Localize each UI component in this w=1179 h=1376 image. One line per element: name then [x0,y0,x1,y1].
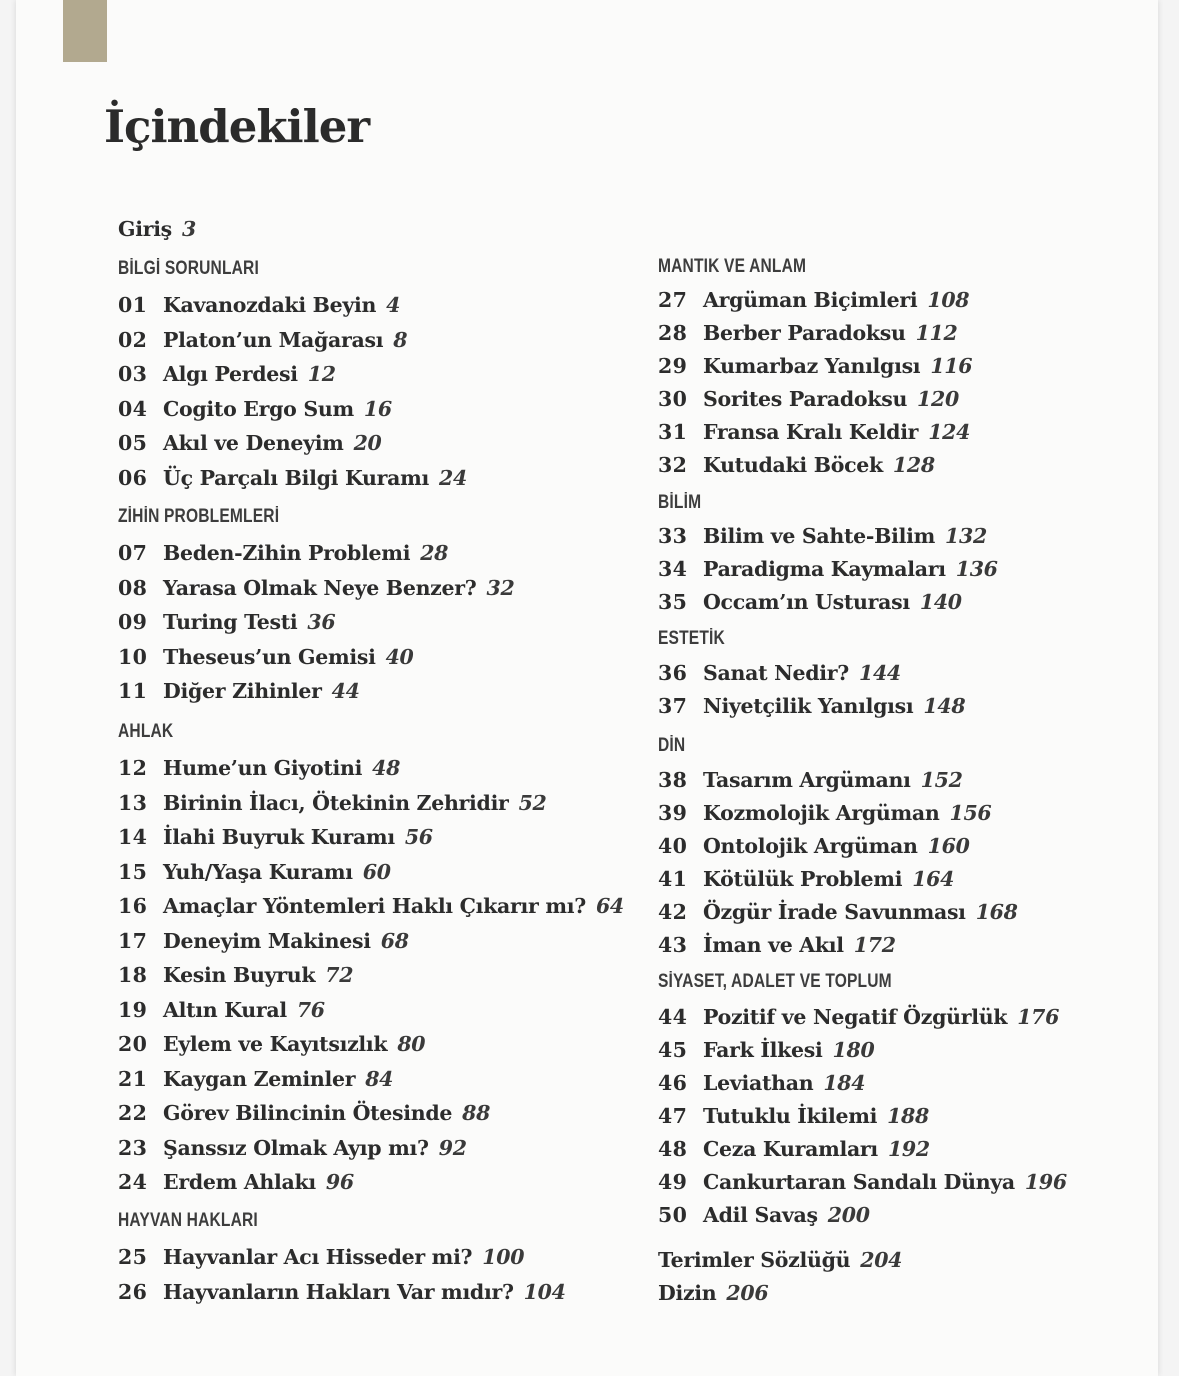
entry-number: 22 [118,1101,148,1125]
entry-title: Kavanozdaki Beyin [163,293,377,317]
entry-title: Kozmolojik Argüman [703,801,940,825]
entry-number: 29 [658,354,688,378]
page-title: İçindekiler [104,100,370,153]
section-heading: ZİHİN PROBLEMLERİ [118,506,280,527]
entry-title: Fark İlkesi [703,1038,823,1062]
toc-entry [658,1071,865,1095]
entry-title: Akıl ve Deneyim [163,431,344,455]
entry-page-number: 200 [827,1203,870,1227]
toc-entry [118,1245,524,1269]
entry-page-number: 104 [523,1279,566,1304]
back-matter-entry [658,1248,902,1272]
entry-number: 33 [658,524,688,548]
entry-title: Hayvanların Hakları Var mıdır? [163,1279,514,1304]
entry-title: Şanssız Olmak Ayıp mı? [163,1135,429,1160]
entry-title: Leviathan [703,1071,814,1095]
section-heading: DİN [658,735,686,756]
toc-entry [658,354,972,378]
entry-number: 46 [658,1071,688,1095]
toc-entry [658,1005,1059,1029]
entry-number: 05 [118,431,148,455]
entry-number: 30 [658,387,688,411]
entry-number: 19 [118,997,148,1022]
toc-entry [658,1137,930,1161]
back-matter-entry [658,1281,768,1305]
toc-entry [118,541,448,565]
toc-entry [658,524,987,548]
entry-title: Adil Savaş [703,1203,818,1227]
entry-page-number: 116 [930,354,973,378]
toc-entry [118,679,360,703]
toc-entry [118,929,409,953]
toc-entry [118,791,547,815]
entry-number: 26 [118,1279,148,1304]
toc-entry [658,321,957,345]
entry-page-number: 20 [353,431,382,455]
entry-number: 43 [658,933,688,957]
entry-page-number: 144 [859,661,901,685]
entry-title: Pozitif ve Negatif Özgürlük [703,1005,1008,1029]
entry-title: Kesin Buyruk [163,963,316,987]
entry-page-number: 180 [832,1038,875,1062]
entry-page-number: 172 [853,933,896,957]
toc-entry [118,894,624,918]
toc-entry [118,431,382,455]
toc-entry [118,610,335,634]
entry-page-number: 52 [518,790,547,815]
entry-page-number: 88 [462,1101,491,1125]
entry-page-number: 56 [404,825,433,849]
entry-page-number: 60 [362,859,391,884]
toc-entry [658,933,896,957]
entry-number: 37 [658,694,688,718]
entry-number: 28 [658,321,688,345]
toc-entry [118,998,325,1022]
entry-title: Deneyim Makinesi [163,928,371,953]
toc-entry [118,963,353,987]
entry-title: Ceza Kuramları [703,1137,878,1161]
section-heading: HAYVAN HAKLARI [118,1210,258,1231]
entry-page-number: 192 [887,1137,930,1161]
entry-page-number: 188 [887,1104,929,1128]
toc-entry [658,420,970,444]
section-heading: BİLGİ SORUNLARI [118,258,259,279]
toc-entry [118,466,467,490]
entry-page-number: 160 [927,834,970,858]
entry-page-number: 164 [912,867,955,891]
entry-page-number: 156 [949,801,992,825]
entry-number: 13 [118,790,148,815]
entry-number: 27 [658,288,688,312]
entry-number: 11 [118,679,148,703]
section-heading: ESTETİK [658,628,725,649]
entry-title: İlahi Buyruk Kuramı [163,825,395,849]
toc-entry [658,1104,929,1128]
entry-page-number: 184 [823,1071,866,1095]
entry-number: 32 [658,453,688,477]
entry-page-number: 8 [393,327,408,352]
entry-title: Giriş [118,217,172,241]
entry-number: 03 [118,362,148,386]
entry-title: Yuh/Yaşa Kuramı [163,859,353,884]
entry-page-number: 168 [975,900,1018,924]
intro-entry [118,217,196,241]
toc-entry [658,590,962,614]
toc-entry [658,288,969,312]
entry-title: Ontolojik Argüman [703,834,918,858]
entry-number: 41 [658,867,688,891]
entry-title: Tasarım Argümanı [703,768,911,792]
entry-page-number: 68 [380,928,409,953]
toc-entry [658,1038,874,1062]
entry-title: Görev Bilincinin Ötesinde [163,1101,453,1125]
entry-title: Kumarbaz Yanılgısı [703,354,921,378]
toc-entry [118,576,514,600]
entry-page-number: 16 [363,396,392,421]
entry-title: Amaçlar Yöntemleri Haklı Çıkarır mı? [163,894,586,918]
section-heading: AHLAK [118,721,174,742]
entry-title: Üç Parçalı Bilgi Kuramı [163,465,430,490]
entry-page-number: 120 [917,387,959,411]
entry-title: Niyetçilik Yanılgısı [703,694,914,718]
entry-page-number: 80 [397,1032,426,1056]
entry-page-number: 48 [372,756,401,780]
entry-number: 06 [118,465,148,490]
entry-number: 39 [658,801,688,825]
entry-title: Argüman Biçimleri [703,288,918,312]
entry-title: Özgür İrade Savunması [703,900,966,924]
entry-page-number: 72 [325,963,354,987]
toc-entry [658,387,959,411]
toc-entry [658,557,998,581]
entry-page-number: 76 [296,997,325,1022]
entry-number: 02 [118,327,148,352]
entry-page-number: 3 [181,217,196,241]
entry-title: Birinin İlacı, Ötekinin Zehridir [163,790,509,815]
entry-title: Altın Kural [163,997,287,1022]
entry-number: 38 [658,768,688,792]
entry-title: Paradigma Kaymaları [703,557,946,581]
entry-number: 35 [658,590,688,614]
entry-page-number: 24 [439,465,467,490]
entry-number: 17 [118,928,148,953]
entry-page-number: 84 [365,1066,394,1091]
entry-title: Tutuklu İkilemi [703,1104,878,1128]
entry-title: Terimler Sözlüğü [658,1248,851,1272]
entry-page-number: 132 [945,524,987,548]
entry-title: Yarasa Olmak Neye Benzer? [163,575,477,600]
entry-number: 49 [658,1170,688,1194]
entry-page-number: 136 [955,557,998,581]
entry-title: Hayvanlar Acı Hisseder mi? [163,1245,473,1269]
toc-entry [118,1101,490,1125]
entry-page-number: 28 [420,541,449,565]
entry-number: 08 [118,575,148,600]
entry-title: Berber Paradoksu [703,321,906,345]
entry-number: 23 [118,1135,148,1160]
toc-entry [118,293,400,317]
toc-entry [658,694,965,718]
toc-entry [658,453,935,477]
entry-page-number: 176 [1017,1005,1060,1029]
toc-entry [118,756,400,780]
entry-title: Fransa Kralı Keldir [703,420,919,444]
entry-page-number: 64 [595,894,624,918]
section-heading: SİYASET, ADALET VE TOPLUM [658,971,892,992]
entry-page-number: 36 [307,610,336,634]
entry-number: 47 [658,1104,688,1128]
toc-entry [658,661,901,685]
entry-page-number: 92 [438,1135,467,1160]
toc-entry [118,860,391,884]
entry-page-number: 124 [928,420,971,444]
entry-number: 16 [118,894,148,918]
entry-title: Diğer Zihinler [163,679,322,703]
entry-number: 10 [118,644,148,669]
entry-title: Kutudaki Böcek [703,453,883,477]
entry-number: 45 [658,1038,688,1062]
entry-number: 21 [118,1066,148,1091]
entry-page-number: 152 [920,768,963,792]
entry-title: Cogito Ergo Sum [163,396,354,421]
entry-page-number: 32 [486,575,515,600]
entry-number: 36 [658,661,688,685]
entry-title: Erdem Ahlakı [163,1170,316,1194]
entry-title: Platon’un Mağarası [163,327,384,352]
entry-number: 20 [118,1032,148,1056]
section-heading: BİLİM [658,492,702,513]
entry-page-number: 44 [331,679,360,703]
entry-title: Sanat Nedir? [703,661,849,685]
corner-tab-decoration [63,0,107,62]
entry-number: 31 [658,420,688,444]
toc-entry [658,1203,870,1227]
entry-page-number: 40 [385,644,414,669]
toc-entry [658,867,954,891]
entry-title: İman ve Akıl [703,933,844,957]
toc-entry [118,1067,393,1091]
entry-page-number: 112 [915,321,958,345]
entry-title: Eylem ve Kayıtsızlık [163,1032,388,1056]
entry-number: 07 [118,541,148,565]
entry-number: 48 [658,1137,688,1161]
entry-title: Sorites Paradoksu [703,387,908,411]
entry-page-number: 4 [386,293,401,317]
toc-entry [118,362,336,386]
entry-page-number: 140 [919,590,962,614]
toc-entry [118,1170,354,1194]
entry-title: Bilim ve Sahte-Bilim [703,524,936,548]
entry-number: 15 [118,859,148,884]
toc-entry [118,825,433,849]
toc-entry [118,1032,425,1056]
entry-title: Turing Testi [163,610,298,634]
entry-number: 12 [118,756,148,780]
entry-page-number: 100 [482,1245,525,1269]
entry-page-number: 12 [307,362,336,386]
toc-entry [118,645,414,669]
entry-number: 34 [658,557,688,581]
entry-title: Algı Perdesi [163,362,298,386]
entry-title: Dizin [658,1281,717,1305]
entry-number: 14 [118,825,148,849]
entry-title: Cankurtaran Sandalı Dünya [703,1170,1015,1194]
entry-title: Theseus’un Gemisi [163,644,376,669]
entry-page-number: 196 [1024,1170,1067,1194]
entry-number: 09 [118,610,148,634]
entry-number: 04 [118,396,148,421]
entry-page-number: 206 [726,1281,769,1305]
entry-title: Kötülük Problemi [703,867,903,891]
entry-page-number: 148 [923,694,966,718]
entry-number: 40 [658,834,688,858]
toc-entry [658,768,963,792]
entry-number: 18 [118,963,148,987]
toc-entry [118,397,392,421]
entry-page-number: 204 [860,1248,903,1272]
entry-number: 24 [118,1170,148,1194]
entry-page-number: 128 [892,453,935,477]
entry-number: 50 [658,1203,688,1227]
entry-number: 44 [658,1005,688,1029]
toc-entry [118,1136,467,1160]
entry-number: 25 [118,1245,148,1269]
section-heading: MANTIK VE ANLAM [658,256,807,277]
entry-page-number: 108 [927,288,970,312]
entry-number: 01 [118,293,148,317]
entry-page-number: 96 [325,1170,354,1194]
toc-entry [658,1170,1067,1194]
entry-number: 42 [658,900,688,924]
toc-entry [658,801,991,825]
entry-title: Beden-Zihin Problemi [163,541,411,565]
entry-title: Hume’un Giyotini [163,756,363,780]
entry-title: Occam’ın Usturası [703,590,910,614]
toc-entry [118,328,407,352]
entry-title: Kaygan Zeminler [163,1066,356,1091]
toc-entry [658,834,970,858]
toc-entry [118,1280,566,1304]
toc-entry [658,900,1018,924]
